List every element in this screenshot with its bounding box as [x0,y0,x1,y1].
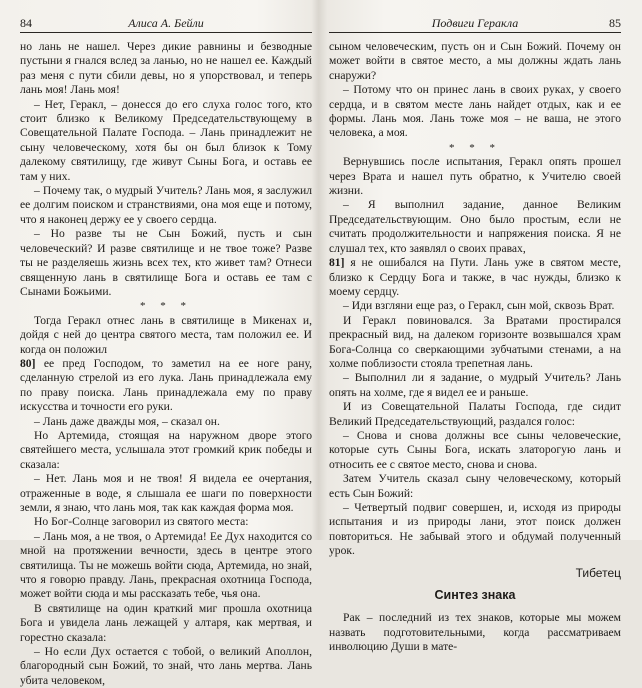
left-page-number: 84 [20,16,32,30]
paragraph: – Лань моя, а не твоя, о Артемида! Ее Дух находится со мной на протяжении вечности, здесь в центре этого святилища. Ты не можешь войти сюда, Артемида, но знай, что я говорю правду. Лань, прекрасная охотница Господа, может войти сюда и мы рассказать тебе, чья она. [20,529,312,601]
section-title: Синтез знака [434,588,516,603]
paragraph-with-marker [329,256,621,299]
page-marker: 80] [20,356,36,370]
paragraph: И Геракл повиновался. За Вратами простирался прекрасный вид, на далеком горизонте возвышался храм Бога-Солнца со сверкающими зубчатыми стенами, а на холме поблизости стояла трепетная лань. [329,313,621,370]
paragraph: – Почему так, о мудрый Учитель? Лань моя, я заслужил ее долгим поиском и странствиями, она моя еще и потому, что я наконец держу ее у своего сердца. [20,184,312,226]
paragraph: И из Совещательной Палаты Господа, где сидит Великий Председательствующий, раздался голос: [329,400,621,428]
paragraph: – Иди взгляни еще раз, о Геракл, сын мой, сквозь Врат. [343,299,615,313]
paragraph: – Нет. Лань моя и не твоя! Я видела ее очертания, отраженные в воде, я слышала ее шаги по поверхности земли, я знаю, что лань моя, так как каждая форма моя. [20,472,312,514]
paragraph: – Я выполнил задание, данное Великим Председательствующим. Оно было простым, если не считать продолжительности и напряжения поиска. Я не слушал тех, кто заявлял о своих правах, [329,198,621,255]
paragraph: Но Артемида, стоящая на наружном дворе этого святейшего места, услышала этот громкий крик победы и сказала: [20,428,312,471]
paragraph: Затем Учитель сказал сыну человеческому, который есть Сын Божий: [329,472,621,500]
page-marker: 81] [329,256,345,270]
paragraph: – Лань даже дважды моя, – сказал он. [34,414,220,428]
left-body [20,40,312,688]
signature: Тибетец [575,565,621,580]
paragraph: Вернувшись после испытания, Геракл опять прошел через Врата и нашел путь обратно, к Учителю своей жизни. [329,155,621,198]
right-page-number: 85 [609,16,621,30]
paragraph-with-marker [20,357,312,415]
paragraph: В святилище на один краткий миг прошла охотница Бога и увидела лань лежащей у алтаря, как мертвая, и горестно сказала: [20,601,312,644]
right-running-head: Подвиги Геракла [431,16,519,30]
paragraph: но лань не нашел. Через дикие равнины и безводные пустыни я гнался вслед за ланью, но не нашел ее. Каждый раз меня с пути сбили девы, но я упорствовал, и теперь лань моя! Лань моя! [20,40,312,97]
paragraph: – Четвертый подвиг совершен, и, исходя из природы испытания и из природы лани, этот поиск должен повториться. Не забывай этого и обдумай полученный урок. [329,501,621,558]
paragraph: сыном человеческим, пусть он и Сын Божий. Почему он может войти в святое место, а мы должны ждать лань снаружи? [329,40,621,82]
paragraph-text: ее пред Господом, то заметил на ее ноге рану, сделанную стрелой из его лука. Лань принадлежала ему по праву поиска. Лань принадлежала ему по праву искусства и точности его руки. [20,356,312,414]
paragraph: – Выполнил ли я задание, о мудрый Учитель? Лань опять на холме, где я видел ее и раньше. [329,371,621,399]
right-body [329,40,621,655]
paragraph: Тогда Геракл отнес лань в святилище в Микенах и, дойдя с ней до центра святого места, там положил ее. И когда он положил [20,313,312,356]
paragraph: – Снова и снова должны все сыны человеческие, которые суть Сыны Бога, искать златорогую лань и относить ее с святое место, снова и снова. [329,428,621,471]
paragraph: Рак – последний из тех знаков, которые мы можем назвать подготовительными, когда рассматриваем инволюцию Души в мате- [329,611,621,654]
paragraph: – Потому что он принес лань в своих руках, у своего сердца, и в святом месте лань найдет отдых, как и ее формы. Лань моя. Лань тоже моя – не ваша, не этого человека, а моя. [329,83,621,140]
paragraph-text: я не ошибался на Пути. Лань уже в святом месте, близко к Сердцу Бога и также, в час нужды, близко к моему сердцу. [329,256,621,298]
left-header [20,14,312,33]
right-page [321,0,642,654]
paragraph: – Но разве ты не Сын Божий, пусть и сын человеческий? И разве святилище и не твое тоже? Разве ты не разделяешь жизнь всех тех, кто живет там? Отнеси священную лань в святилище Бога и оставь ее там с Сынами Божьими. [20,227,312,298]
section-separator: * * * [140,300,192,313]
paragraph: – Нет, Геракл, – донесся до его слуха голос того, кто стоит близко к Великому Председательствующему в Совещательной Палате Господа. – Лань принадлежит не сыну человеческому, хотя бы он был близок к Тому далекому святилищу, где живут Сыны Бога, и оставь ее там у них. [20,97,312,183]
right-header [329,14,621,33]
paragraph: Но Бог-Солнце заговорил из святого места: [34,515,249,529]
section-separator: * * * [449,141,501,154]
left-page [0,0,321,687]
paragraph: – Но если Дух остается с тобой, о великий Аполлон, благородный сын Божий, то знай, что лань мертва. Лань убита человеком, [20,645,312,687]
left-running-head: Алиса А. Бейли [128,16,204,30]
